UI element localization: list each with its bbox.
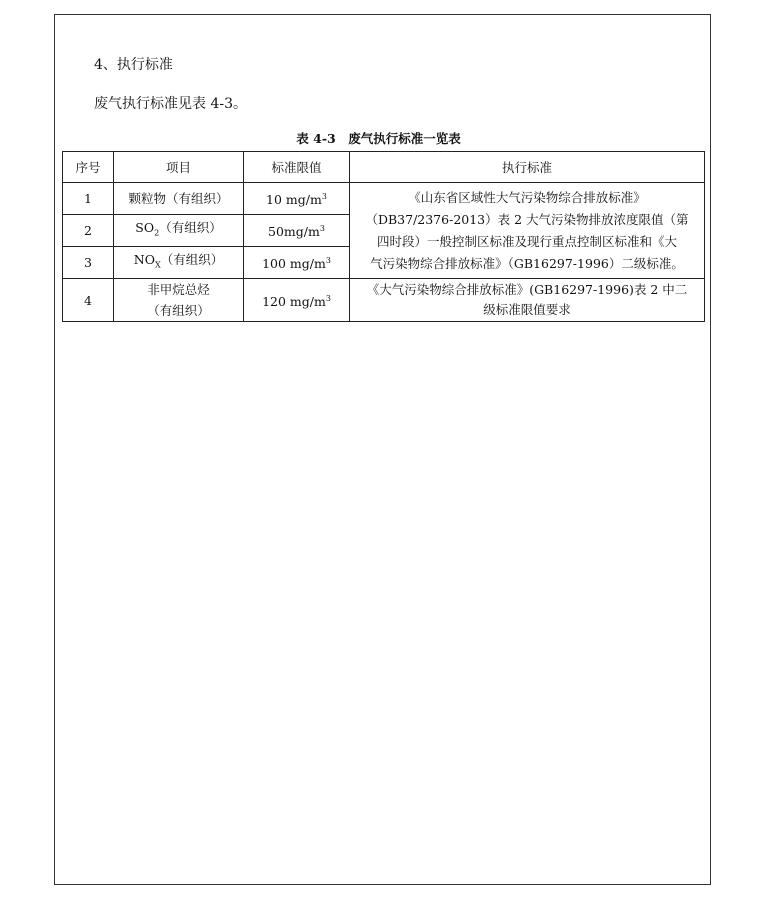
row-item bbox=[114, 215, 244, 247]
unit-sup: 3 bbox=[321, 192, 327, 202]
table-row bbox=[63, 183, 705, 215]
row-item bbox=[114, 279, 244, 322]
intro-paragraph: 废气执行标准见表 4-3。 bbox=[94, 96, 247, 112]
row-no: 1 bbox=[63, 183, 114, 215]
unit-sup: 3 bbox=[319, 224, 325, 234]
table-header-row bbox=[63, 152, 705, 183]
row-standard bbox=[350, 279, 705, 322]
limit-value: 50mg/m bbox=[268, 224, 320, 240]
standard-line: （DB37/2376-2013）表 2 大气污染物排放浓度限值（第 bbox=[365, 211, 689, 227]
unit-sup: 3 bbox=[325, 256, 331, 266]
row-limit bbox=[244, 279, 350, 322]
row-standard-group bbox=[350, 183, 705, 279]
row-limit bbox=[244, 247, 350, 279]
header-limit: 标准限值 bbox=[244, 152, 350, 183]
unit-sup: 3 bbox=[325, 293, 331, 303]
section-heading: 4、执行标准 bbox=[94, 57, 173, 73]
standard-line: 《大气污染物综合排放标准》(GB16297-1996)表 2 中二 bbox=[366, 282, 688, 297]
row-limit bbox=[244, 215, 350, 247]
item-sub: X bbox=[154, 260, 161, 270]
item-line: 非甲烷总烃 bbox=[147, 282, 210, 297]
row-item bbox=[114, 247, 244, 279]
item-main: SO bbox=[135, 220, 155, 236]
standard-line: 《山东省区域性大气污染物综合排放标准》 bbox=[408, 189, 646, 205]
emission-standards-table bbox=[62, 151, 705, 322]
row-no: 4 bbox=[63, 279, 114, 322]
header-standard: 执行标准 bbox=[350, 152, 705, 183]
header-item: 项目 bbox=[114, 152, 244, 183]
limit-value: 100 mg/m bbox=[262, 256, 326, 272]
standard-line: 气污染物综合排放标准》（GB16297-1996）二级标准。 bbox=[370, 255, 684, 271]
header-no: 序号 bbox=[63, 152, 114, 183]
table-row bbox=[63, 279, 705, 322]
standard-line: 四时段）一般控制区标准及现行重点控制区标准和《大 bbox=[376, 233, 677, 249]
row-no: 2 bbox=[63, 215, 114, 247]
table-caption: 表 4-3 废气执行标准一览表 bbox=[296, 131, 461, 146]
item-sub: 2 bbox=[154, 228, 160, 238]
row-limit bbox=[244, 183, 350, 215]
item-rest: （有组织） bbox=[160, 252, 224, 268]
item-line: （有组织） bbox=[147, 303, 210, 318]
limit-value: 120 mg/m bbox=[262, 294, 326, 310]
limit-value: 10 mg/m bbox=[266, 192, 322, 208]
item-rest: （有组织） bbox=[159, 220, 222, 236]
standard-line: 级标准限值要求 bbox=[483, 302, 571, 317]
item-main: NO bbox=[133, 252, 155, 268]
row-item: 颗粒物（有组织） bbox=[114, 183, 244, 215]
row-no: 3 bbox=[63, 247, 114, 279]
